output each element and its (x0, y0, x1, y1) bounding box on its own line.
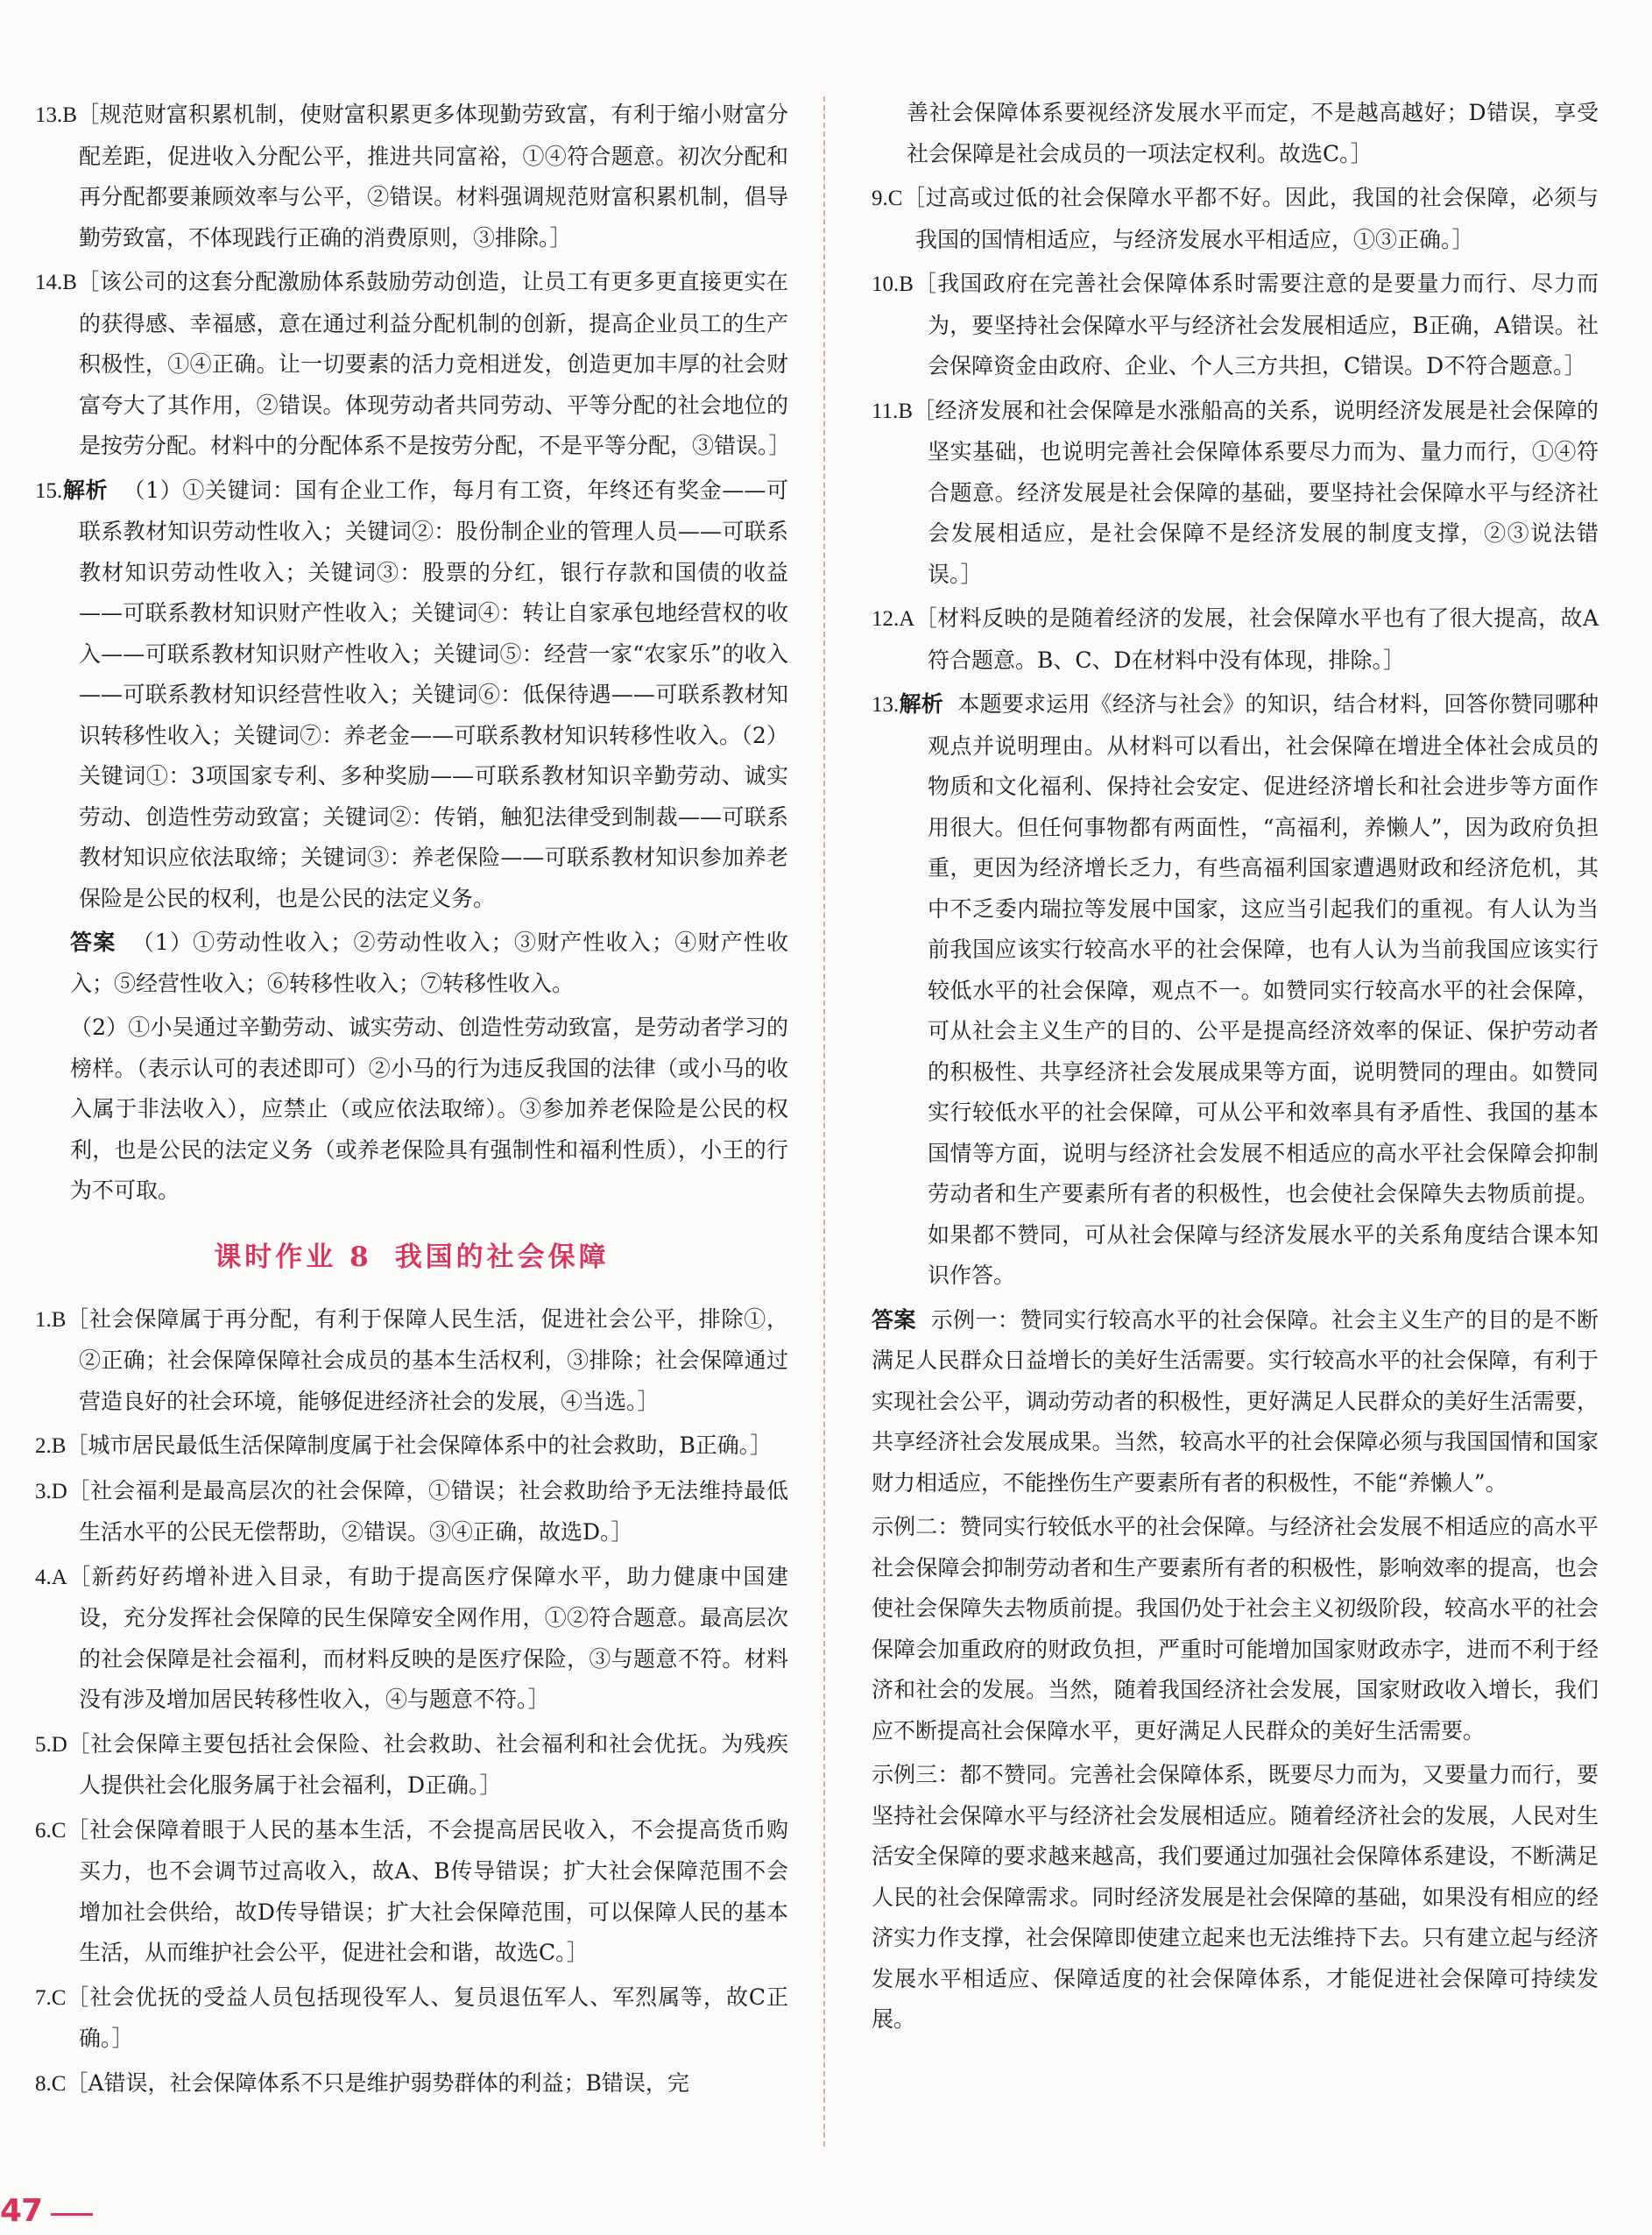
section-item-9 (872, 178, 1599, 260)
item-number: 5.D (35, 1732, 67, 1757)
page-number-rule (51, 2213, 93, 2216)
section-item-1 (35, 1299, 788, 1423)
item-number: 14.B (35, 271, 77, 294)
section-item-6 (35, 1810, 788, 1974)
page-number: 47 (0, 2193, 43, 2229)
answer-15-part1 (35, 923, 788, 1004)
section-item-4 (35, 1557, 788, 1721)
analysis-text: （1）①关键词：国有企业工作，每月有工资，年终还有奖金——可联系教材知识劳动性收入；关键词②：股份制企业的管理人员——可联系教材知识劳动性收入；关键词③：股票的分红，银行存款和国债的收益——可联系教材知识财产性收入；关键词④：转让自家承包地经营权的收入——可联系教材知识财产性收入；关键词⑤：经营一家“农家乐”的收入——可联系教材知识经营性收入；关键词⑥：低保待遇——可联系教材知识转移性收入；关键词⑦：养老金——可联系教材知识转移性收入。（2）关键词①：3项国家专利、多种奖励——可联系教材知识辛勤劳动、诚实劳动、创造性劳动致富；关键词②：传销，触犯法律受到制裁——可联系教材知识应依法取缔；关键词③：养老保险——可联系教材知识参加养老保险是公民的权利，也是公民的法定义务。 (79, 477, 788, 911)
right-column (872, 93, 1599, 2044)
item-number: 10.B (872, 272, 914, 296)
item-number: 6.C (35, 1818, 67, 1842)
item-text: ［社会优抚的受益人员包括现役军人、复员退伍军人、军烈属等，故C正确。］ (66, 1984, 788, 2051)
item-number: 13. (872, 693, 900, 717)
section-title-number: 课时作业 8 (214, 1241, 372, 1273)
item-number: 8.C (35, 2071, 67, 2096)
answer-text: （2）①小吴通过辛勤劳动、诚实劳动、创造性劳动致富，是劳动者学习的榜样。（表示认可的表述即可）②小马的行为违反我国的法律（或小马的收入属于非法收入），应禁止（或应依法取缔）。③参加养老保险是公民的权利，也是公民的法定义务（或养老保险具有强制性和福利性质），小王的行为不可取。 (70, 1015, 788, 1203)
section-item-12 (872, 598, 1599, 681)
item-number: 2.B (35, 1434, 67, 1458)
item-text: ［A错误，社会保障体系不只是维护弱势群体的利益；B错误，完 (66, 2069, 689, 2096)
item-text: ［经济发展和社会保障是水涨船高的关系，说明经济发展是社会保障的坚实基础，也说明完善社会保障体系要尽力而为、量力而行，①④符合题意。经济发展是社会保障的基础，要坚持社会保障水平与经济社会发展相适应，是社会保障不是经济发展的制度支撑，②③说法错误。］ (913, 397, 1599, 587)
section-item-11 (872, 391, 1599, 596)
item-text: ［城市居民最低生活保障制度属于社会保障体系中的社会救助，B正确。］ (66, 1432, 773, 1458)
answer-item-15 (35, 470, 788, 920)
item-text: ［过高或过低的社会保障水平都不好。因此，我国的社会保障，必须与我国的国情相适应，与经济发展水平相适应，①③正确。］ (902, 185, 1599, 252)
item-text: ［我国政府在完善社会保障体系时需要注意的是要量力而行、尽力而为，要坚持社会保障水平与经济社会发展相适应，B正确，A错误。社会保障资金由政府、企业、个人三方共担，C错误。D不符合题意。］ (913, 271, 1599, 378)
answer-text: 示例三：都不赞同。完善社会保障体系，既要尽力而为，又要量力而行，要坚持社会保障水平与经济社会发展相适应。随着经济社会的发展，人民对生活安全保障的要求越来越高，我们要通过加强社会保障体系建设，不断满足人民的社会保障需求。同时经济发展是社会保障的基础，如果没有相应的经济实力作支撑，社会保障即使建立起来也无法维持下去。只有建立起与经济发展水平相适应、保障适度的社会保障体系，才能促进社会保障可持续发展。 (872, 1762, 1599, 2032)
answer-item-13 (35, 95, 788, 258)
section-item-13 (872, 684, 1599, 1297)
item-number: 13.B (35, 103, 77, 127)
item-text: ［社会保障属于再分配，有利于保障人民生活，促进社会公平，排除①，②正确；社会保障保障社会成员的基本生活权利，③排除；社会保障通过营造良好的社会环境，能够促进经济社会的发展，④当选。］ (66, 1305, 788, 1414)
item-text: ［社会保障主要包括社会保险、社会救助、社会福利和社会优抚。为残疾人提供社会化服务属于社会福利，D正确。］ (67, 1730, 788, 1798)
section-item-8 (35, 2063, 788, 2105)
section-item-3 (35, 1471, 788, 1553)
item-text: ［规范财富积累机制，使财富积累更多体现勤劳致富，有利于缩小财富分配差距，促进收入分配公平，推进共同富裕，①④符合题意。初次分配和再分配都要兼顾效率与公平，②错误。材料强调规范财富积累机制，倡导勤劳致富，不体现践行正确的消费原则，③排除。］ (76, 102, 788, 251)
answer-label: 答案 (70, 930, 116, 955)
item-number: 7.C (35, 1985, 67, 2010)
answer-item-14 (35, 262, 791, 467)
item-8-continuation (872, 93, 1599, 174)
item-text: ［社会保障着眼于人民的基本生活，不会提高居民收入，不会提高货币购买力，也不会调节过高收入，故A、B传导错误；扩大社会保障范围不会增加社会供给，故D传导错误；扩大社会保障范围，可以保障人民的基本生活，从而维护社会公平，促进社会和谐，故选C。］ (66, 1816, 788, 1965)
answer-text: （1）①劳动性收入；②劳动性收入；③财产性收入；④财产性收入；⑤经营性收入；⑥转移性收入；⑦转移性收入。 (70, 930, 788, 996)
answer-text: 示例一：赞同实行较高水平的社会保障。社会主义生产的目的是不断满足人民群众日益增长的美好生活需要。实行较高水平的社会保障，有利于实现社会公平，调动劳动者的积极性，更好满足人民群众的美好生活需要，共享经济社会发展成果。当然，较高水平的社会保障必须与我国国情和国家财力相适应，不能挫伤生产要素所有者的积极性，不能“养懒人”。 (872, 1306, 1599, 1496)
answer-13-example3 (872, 1755, 1599, 2040)
section-title (35, 1238, 788, 1277)
item-number: 9.C (872, 187, 903, 210)
item-number: 11.B (872, 399, 913, 423)
item-text: ［该公司的这套分配激励体系鼓励劳动创造，让员工有更多更直接更实在的获得感、幸福感，意在通过利益分配机制的创新，提高企业员工的生产积极性，①④正确。让一切要素的活力竞相迸发，创造更加丰厚的社会财富夸大了其作用，②错误。体现劳动者共同劳动、平等分配的社会地位的是按劳分配。材料中的分配体系不是按劳分配，不是平等分配，③错误。］ (76, 269, 791, 458)
column-divider (823, 96, 825, 2147)
item-text: ［材料反映的是随着经济的发展，社会保障水平也有了很大提高，故A符合题意。B、C、D在材料中没有体现，排除。］ (914, 605, 1599, 673)
section-item-7 (35, 1977, 788, 2060)
item-text: ［社会福利是最高层次的社会保障，①错误；社会救助给予无法维持最低生活水平的公民无偿帮助，②错误。③④正确，故选D。］ (67, 1477, 788, 1545)
section-title-text: 我国的社会保障 (394, 1241, 610, 1273)
item-number: 1.B (35, 1307, 67, 1332)
item-text: ［新药好药增补进入目录，有助于提高医疗保障水平，助力健康中国建设，充分发挥社会保障的民生保障安全网作用，①②符合题意。最高层次的社会保障是社会福利，而材料反映的是医疗保险，③与题意不符。材料没有涉及增加居民转移性收入，④与题意不符。］ (67, 1563, 788, 1712)
item-number: 3.D (35, 1479, 67, 1503)
item-number: 12.A (872, 607, 915, 631)
item-number: 4.A (35, 1565, 67, 1589)
left-column (35, 95, 791, 2108)
analysis-label: 解析 (899, 691, 943, 717)
item-text: 善社会保障体系要视经济发展水平而定，不是越高越好；D错误，享受社会保障是社会成员的一项法定权利。故选C。］ (907, 100, 1599, 166)
analysis-text: 本题要求运用《经济与社会》的知识，结合材料，回答你赞同哪种观点并说明理由。从材料可以看出，社会保障在增进全体社会成员的物质和文化福利、保持社会安定、促进经济增长和社会进步等方面作用很大。但任何事物都有两面性，“高福利，养懒人”，因为政府负担重，更因为经济增长乏力，有些高福利国家遭遇财政和经济危机，其中不乏委内瑞拉等发展中国家，这应当引起我们的重视。有人认为当前我国应该实行较高水平的社会保障，也有人认为当前我国应该实行较低水平的社会保障，观点不一。如赞同实行较高水平的社会保障，可从社会主义生产的目的、公平是提高经济效率的保证、保护劳动者的积极性、共享经济社会发展成果等方面，说明赞同的理由。如赞同实行较低水平的社会保障，可从公平和效率具有矛盾性、我国的基本国情等方面，说明与经济社会发展不相适应的高水平社会保障会抑制劳动者和生产要素所有者的积极性，也会使社会保障失去物质前提。如果都不赞同，可从社会保障与经济发展水平的关系角度结合课本知识作答。 (928, 691, 1599, 1288)
section-item-2 (35, 1425, 788, 1468)
section-item-10 (872, 264, 1599, 387)
section-item-5 (35, 1724, 788, 1807)
item-number: 15. (35, 478, 63, 503)
answer-text: 示例二：赞同实行较低水平的社会保障。与经济社会发展不相适应的高水平社会保障会抑制劳动者和生产要素所有者的积极性，影响效率的提高，也会使社会保障失去物质前提。我国仍处于社会主义初级阶段，较高水平的社会保障会加重政府的财政负担，严重时可能增加国家财政赤字，进而不利于经济和社会的发展。当然，随着我国经济社会发展，国家财政收入增长，我们应不断提高社会保障水平，更好满足人民群众的美好生活需要。 (872, 1514, 1599, 1743)
answer-13-example2 (872, 1507, 1599, 1751)
analysis-label: 解析 (62, 477, 109, 503)
answer-13-example1 (872, 1300, 1599, 1504)
answer-label: 答案 (872, 1306, 916, 1333)
answer-15-part2 (35, 1008, 788, 1212)
